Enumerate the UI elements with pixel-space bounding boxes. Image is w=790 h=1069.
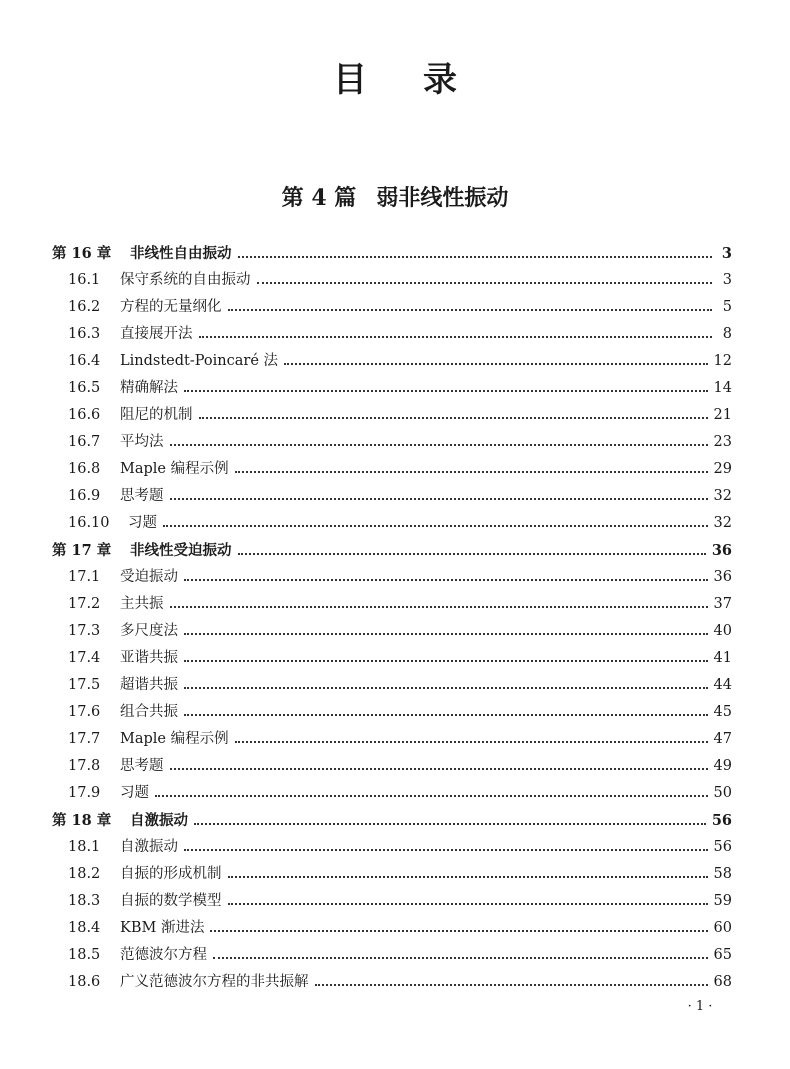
dot-leader <box>235 471 708 473</box>
toc-entry-page-number: 23 <box>713 434 732 450</box>
toc-entry-page-number: 5 <box>722 299 732 315</box>
toc-section-entry[interactable] <box>52 321 732 348</box>
toc-entry-page-number: 3 <box>721 245 732 262</box>
toc-entry-page-number: 60 <box>713 920 732 936</box>
toc-entry-number: 16.6 <box>68 407 101 423</box>
dot-leader <box>210 930 707 932</box>
toc-entry-number: 17.4 <box>68 650 101 666</box>
toc-entry-page-number: 32 <box>713 488 732 504</box>
dot-leader <box>228 876 708 878</box>
toc-section-entry[interactable] <box>52 888 732 915</box>
toc-entry-title: 思考题 <box>120 758 164 774</box>
toc-entry-number: 16.3 <box>68 326 101 342</box>
toc-entry-number: 18.6 <box>68 974 101 990</box>
toc-entry-page-number: 36 <box>711 542 732 559</box>
toc-section-entry[interactable] <box>52 780 732 807</box>
dot-leader <box>170 768 708 770</box>
toc-section-entry[interactable] <box>52 375 732 402</box>
toc-entry-number: 16.7 <box>68 434 101 450</box>
toc-entry-number: 18.5 <box>68 947 101 963</box>
dot-leader <box>170 498 708 500</box>
toc-entry-title: 亚谐共振 <box>120 650 178 666</box>
toc-section-entry[interactable] <box>52 942 732 969</box>
toc-entry-number: 17.8 <box>68 758 101 774</box>
toc-entry-page-number: 47 <box>713 731 732 747</box>
toc-entry-page-number: 40 <box>713 623 732 639</box>
toc-entry-title: 自激振动 <box>130 812 188 829</box>
toc-entry-number: 18.2 <box>68 866 101 882</box>
toc-section-entry[interactable] <box>52 348 732 375</box>
toc-section-entry[interactable] <box>52 861 732 888</box>
toc-entry-number: 16.5 <box>68 380 101 396</box>
part-title <box>0 182 790 214</box>
toc-entry-number: 18.1 <box>68 839 101 855</box>
toc-entry-number: 16.10 <box>68 515 110 531</box>
toc-section-entry[interactable] <box>52 402 732 429</box>
toc-entry-page-number: 41 <box>713 650 732 666</box>
toc-section-entry[interactable] <box>52 834 732 861</box>
page-title-char-2: 录 <box>423 60 457 100</box>
toc-entry-number: 17.2 <box>68 596 101 612</box>
dot-leader <box>284 363 708 365</box>
table-of-contents <box>52 240 732 996</box>
toc-entry-title: 超谐共振 <box>120 677 178 693</box>
toc-entry-title: 组合共振 <box>120 704 178 720</box>
toc-entry-number: 16.2 <box>68 299 101 315</box>
toc-entry-page-number: 49 <box>713 758 732 774</box>
toc-entry-number: 17.6 <box>68 704 101 720</box>
dot-leader <box>163 525 708 527</box>
toc-entry-number: 第 18 章 <box>52 812 112 829</box>
toc-entry-page-number: 12 <box>713 353 732 369</box>
toc-entry-title: Maple 编程示例 <box>120 731 229 747</box>
toc-section-entry[interactable] <box>52 672 732 699</box>
dot-leader <box>257 282 713 284</box>
toc-section-entry[interactable] <box>52 294 732 321</box>
dot-leader <box>199 417 708 419</box>
toc-section-entry[interactable] <box>52 429 732 456</box>
toc-entry-title: 精确解法 <box>120 380 178 396</box>
toc-entry-title: 非线性受迫振动 <box>130 542 232 559</box>
toc-entry-page-number: 32 <box>713 515 732 531</box>
toc-entry-page-number: 50 <box>713 785 732 801</box>
toc-entry-number: 17.3 <box>68 623 101 639</box>
toc-entry-title: KBM 渐进法 <box>120 920 205 936</box>
toc-section-entry[interactable] <box>52 591 732 618</box>
toc-entry-title: 广义范德波尔方程的非共振解 <box>120 974 309 990</box>
dot-leader <box>228 309 713 311</box>
toc-entry-number: 16.1 <box>68 272 101 288</box>
dot-leader <box>228 903 708 905</box>
toc-section-entry[interactable] <box>52 483 732 510</box>
toc-entry-page-number: 59 <box>713 893 732 909</box>
toc-entry-page-number: 45 <box>713 704 732 720</box>
toc-entry-page-number: 68 <box>713 974 732 990</box>
toc-section-entry[interactable] <box>52 699 732 726</box>
part-number: 第 4 篇 <box>281 185 357 211</box>
toc-entry-page-number: 14 <box>713 380 732 396</box>
dot-leader <box>194 823 706 825</box>
toc-entry-title: 受迫振动 <box>120 569 178 585</box>
toc-entry-number: 16.9 <box>68 488 101 504</box>
toc-entry-page-number: 8 <box>722 326 732 342</box>
toc-entry-number: 17.7 <box>68 731 101 747</box>
toc-entry-title: 多尺度法 <box>120 623 178 639</box>
dot-leader <box>238 256 713 258</box>
toc-entry-title: 平均法 <box>120 434 164 450</box>
toc-entry-page-number: 29 <box>713 461 732 477</box>
toc-entry-title: 习题 <box>128 515 157 531</box>
toc-entry-number: 第 17 章 <box>52 542 112 559</box>
toc-entry-title: 方程的无量纲化 <box>120 299 222 315</box>
toc-section-entry[interactable] <box>52 753 732 780</box>
toc-entry-title: 阻尼的机制 <box>120 407 193 423</box>
part-name: 弱非线性振动 <box>376 185 509 211</box>
dot-leader <box>170 444 708 446</box>
dot-leader <box>199 336 713 338</box>
toc-entry-number: 16.8 <box>68 461 101 477</box>
toc-entry-number: 17.5 <box>68 677 101 693</box>
dot-leader <box>184 579 708 581</box>
toc-entry-number: 18.3 <box>68 893 101 909</box>
toc-chapter-entry[interactable] <box>52 240 732 267</box>
toc-entry-title: 自振的数学模型 <box>120 893 222 909</box>
dot-leader <box>170 606 708 608</box>
dot-leader <box>184 390 708 392</box>
toc-entry-title: Maple 编程示例 <box>120 461 229 477</box>
toc-entry-number: 17.1 <box>68 569 101 585</box>
toc-entry-title: 保守系统的自由振动 <box>120 272 251 288</box>
toc-entry-title: 主共振 <box>120 596 164 612</box>
toc-entry-page-number: 65 <box>713 947 732 963</box>
dot-leader <box>184 849 708 851</box>
toc-chapter-entry[interactable] <box>52 537 732 564</box>
dot-leader <box>184 660 708 662</box>
toc-section-entry[interactable] <box>52 267 732 294</box>
dot-leader <box>238 553 706 555</box>
page-title-char-1: 目 <box>333 60 367 100</box>
toc-entry-title: 习题 <box>120 785 149 801</box>
toc-section-entry[interactable] <box>52 618 732 645</box>
toc-entry-page-number: 36 <box>713 569 732 585</box>
toc-entry-page-number: 58 <box>713 866 732 882</box>
dot-leader <box>184 633 708 635</box>
toc-section-entry[interactable] <box>52 915 732 942</box>
toc-entry-page-number: 44 <box>713 677 732 693</box>
toc-entry-title: 思考题 <box>120 488 164 504</box>
toc-entry-page-number: 21 <box>713 407 732 423</box>
page-title <box>0 58 790 102</box>
toc-section-entry[interactable] <box>52 510 732 537</box>
toc-section-entry[interactable] <box>52 456 732 483</box>
toc-entry-page-number: 3 <box>722 272 732 288</box>
toc-entry-number: 17.9 <box>68 785 101 801</box>
toc-section-entry[interactable] <box>52 564 732 591</box>
toc-entry-title: 自振的形成机制 <box>120 866 222 882</box>
dot-leader <box>235 741 708 743</box>
toc-entry-title: Lindstedt-Poincaré 法 <box>120 353 279 369</box>
toc-entry-page-number: 37 <box>713 596 732 612</box>
dot-leader <box>213 957 708 959</box>
toc-entry-page-number: 56 <box>713 839 732 855</box>
toc-chapter-entry[interactable] <box>52 807 732 834</box>
dot-leader <box>315 984 708 986</box>
toc-entry-title: 直接展开法 <box>120 326 193 342</box>
toc-section-entry[interactable] <box>52 969 732 996</box>
page-folio: · 1 · <box>687 999 713 1014</box>
toc-entry-number: 第 16 章 <box>52 245 112 262</box>
toc-entry-title: 非线性自由振动 <box>130 245 232 262</box>
dot-leader <box>184 687 708 689</box>
toc-entry-page-number: 56 <box>711 812 732 829</box>
toc-entry-number: 16.4 <box>68 353 101 369</box>
toc-entry-number: 18.4 <box>68 920 101 936</box>
dot-leader <box>155 795 708 797</box>
toc-entry-title: 范德波尔方程 <box>120 947 207 963</box>
dot-leader <box>184 714 708 716</box>
toc-entry-title: 自激振动 <box>120 839 178 855</box>
toc-section-entry[interactable] <box>52 726 732 753</box>
toc-section-entry[interactable] <box>52 645 732 672</box>
